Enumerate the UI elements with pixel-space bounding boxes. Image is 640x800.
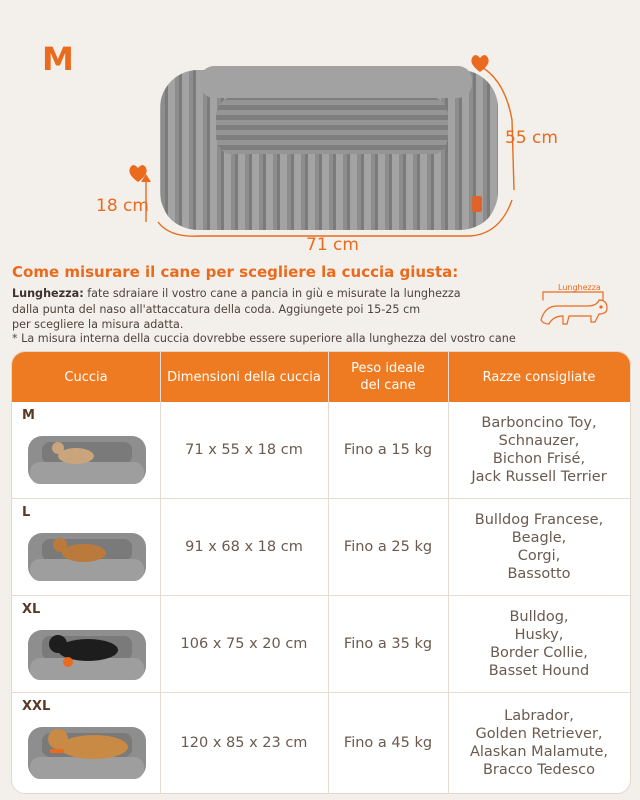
breed: Alaskan Malamute, xyxy=(469,744,609,760)
row-size: XXL xyxy=(22,699,51,714)
cell-weight: Fino a 45 kg xyxy=(343,735,433,751)
guide-lead: Lunghezza: xyxy=(12,287,84,300)
row-size: XL xyxy=(22,602,41,617)
table-row xyxy=(12,693,630,793)
bed-thumbnail xyxy=(24,622,150,684)
breed: Bulldog, xyxy=(509,609,569,625)
cell-dimensions: 71 x 55 x 18 cm xyxy=(185,442,303,458)
cell-breeds xyxy=(448,499,630,595)
table-row xyxy=(12,402,630,498)
breed: Bassotto xyxy=(507,566,571,582)
cell-dimensions: 106 x 75 x 20 cm xyxy=(180,636,308,652)
cell-weight: Fino a 25 kg xyxy=(343,539,433,555)
table-row xyxy=(12,499,630,595)
bed-thumbnail xyxy=(24,717,150,783)
length-icon-label: Lunghezza xyxy=(558,283,601,292)
length-label: 55 cm xyxy=(505,128,558,148)
header-breeds: Razze consigliate xyxy=(482,369,596,385)
guide-body xyxy=(12,286,522,333)
table-header xyxy=(12,352,630,402)
breed: Border Collie, xyxy=(490,645,588,661)
cell-weight: Fino a 15 kg xyxy=(343,442,433,458)
height-label: 18 cm xyxy=(96,196,149,216)
breed: Bichon Frisé, xyxy=(492,451,586,467)
guide-line-1: fate sdraiare il vostro cane a pancia in giù e misurate la lunghezza xyxy=(83,287,461,300)
header-weight-line-1: Peso ideale xyxy=(351,361,425,376)
breed: Golden Retriever, xyxy=(475,726,603,742)
guide-line-3: per scegliere la misura adatta. xyxy=(12,318,184,331)
guide-line-2: dalla punta del naso all'attaccatura della coda. Aggiungete poi 15-25 cm xyxy=(12,302,421,316)
breed: Jack Russell Terrier xyxy=(471,469,607,485)
bed-thumbnail xyxy=(24,525,150,585)
guide-note: * La misura interna della cuccia dovrebbe essere superiore alla lunghezza del vostro cane xyxy=(12,332,516,345)
breed: Corgi, xyxy=(517,548,561,564)
hero-section xyxy=(0,0,640,260)
cell-breeds xyxy=(448,402,630,498)
header-weight-line-2: del cane xyxy=(360,378,416,393)
breed: Beagle, xyxy=(511,530,567,546)
header-dimensions: Dimensioni della cuccia xyxy=(167,369,321,385)
breed: Bracco Tedesco xyxy=(482,762,596,778)
bed-body xyxy=(160,66,498,230)
breed: Labrador, xyxy=(504,708,574,724)
breed: Husky, xyxy=(514,627,564,643)
table-row xyxy=(12,596,630,692)
cell-dimensions: 91 x 68 x 18 cm xyxy=(185,539,303,555)
hero-size-letter: M xyxy=(42,40,74,78)
cell-breeds xyxy=(448,693,630,793)
cell-dimensions: 120 x 85 x 23 cm xyxy=(180,735,308,751)
row-size: L xyxy=(22,505,31,520)
breed: Barboncino Toy, xyxy=(481,415,597,431)
cell-weight: Fino a 35 kg xyxy=(343,636,433,652)
breed: Schnauzer, xyxy=(498,433,580,449)
guide-title: Come misurare il cane per scegliere la cuccia giusta: xyxy=(12,263,459,281)
breed: Bulldog Francese, xyxy=(474,512,604,528)
width-label: 71 cm xyxy=(306,235,359,255)
cell-breeds xyxy=(448,596,630,692)
bed-thumbnail xyxy=(24,428,150,488)
row-size: M xyxy=(22,408,35,423)
header-bed: Cuccia xyxy=(64,369,108,385)
header-weight xyxy=(328,352,448,402)
breed: Basset Hound xyxy=(488,663,590,679)
size-table xyxy=(11,351,631,794)
